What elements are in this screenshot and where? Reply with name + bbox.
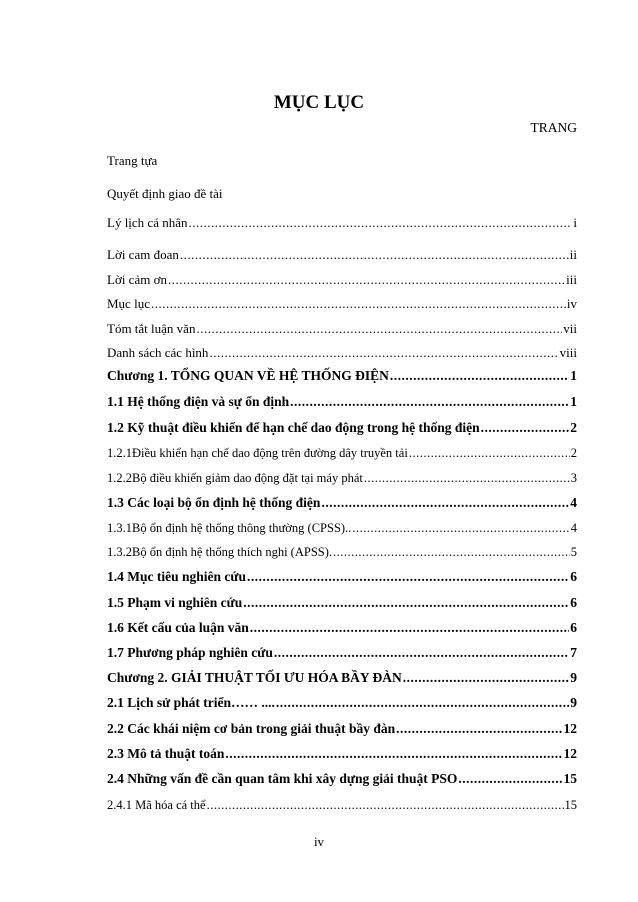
dot-leader	[247, 568, 569, 586]
toc-entry-label: Mục lục	[107, 296, 150, 311]
toc-entry-page: 12	[563, 721, 577, 736]
dot-leader	[321, 494, 569, 512]
toc-entry-subsection	[107, 519, 577, 537]
dot-leader	[352, 519, 569, 537]
toc-entry-subsection	[107, 796, 577, 814]
toc-entry-plain	[107, 152, 577, 170]
toc-entry-label: 1.7 Phương pháp nghiên cứu	[107, 645, 273, 660]
dot-leader	[364, 469, 570, 487]
toc-entry-label: Tóm tắt luận văn	[107, 321, 196, 336]
dot-leader	[290, 393, 569, 411]
toc-entry-page: 1	[570, 368, 577, 383]
toc-entry-page: 12	[563, 746, 577, 761]
toc-entry-label: 1.5 Phạm vi nghiên cứu	[107, 595, 243, 610]
toc-entry-label: 1.6 Kết cấu của luận văn	[107, 620, 249, 635]
toc-entry-page: i	[573, 215, 577, 230]
toc-entry-section	[107, 694, 577, 712]
toc-entry	[107, 320, 577, 338]
dot-leader	[481, 419, 570, 437]
toc-entry-label: Chương 1. TỔNG QUAN VỀ HỆ THỐNG ĐIỆN	[107, 368, 389, 383]
toc-entry	[107, 214, 577, 232]
toc-entry	[107, 246, 577, 264]
toc-entry-label: 1.3 Các loại bộ ổn định hệ thống điện	[107, 495, 321, 510]
dot-leader	[458, 770, 562, 788]
toc-entry-page: 4	[570, 521, 577, 535]
toc-entry-page: 2	[570, 446, 577, 460]
toc-entry-subsection	[107, 444, 577, 462]
toc-entry-label: 2.1 Lịch sử phát triển…… ....	[107, 695, 275, 710]
dot-leader	[274, 644, 569, 662]
dot-leader	[333, 543, 570, 561]
toc-entry-page: viii	[559, 345, 577, 360]
toc-entry-page: vii	[563, 321, 577, 336]
toc-entry-section	[107, 770, 577, 788]
toc-entry-subsection	[107, 469, 577, 487]
page-column-label: TRANG	[530, 120, 577, 135]
toc-entry-label: Quyết định giao đề tài	[107, 186, 223, 201]
toc-entry-section	[107, 494, 577, 512]
toc-entry-label: 2.2 Các khái niệm cơ bản trong giải thuật bầy đàn	[107, 721, 396, 736]
dot-leader	[250, 619, 569, 637]
toc-entry-label: Lời cảm ơn	[107, 272, 167, 287]
dot-leader	[180, 246, 569, 264]
toc-entry-page: 5	[570, 545, 577, 559]
toc-entry-page: iii	[566, 272, 577, 287]
toc-entry-page: iv	[566, 296, 577, 311]
toc-entry-section	[107, 619, 577, 637]
dot-leader	[409, 444, 570, 462]
toc-entry-page: 3	[570, 471, 577, 485]
toc-entry-label: 2.3 Mô tả thuật toán	[107, 746, 225, 761]
toc-entry-label: 1.4 Mục tiêu nghiên cứu	[107, 569, 246, 584]
toc-entry-page: 9	[570, 695, 577, 710]
page-title: MỤC LỤC	[273, 92, 365, 113]
toc-entry-label: 1.2.2Bộ điều khiển giảm dao động đặt tại máy phát	[107, 471, 363, 485]
toc-entry-page: ii	[569, 247, 577, 262]
toc-entry-chapter	[107, 669, 577, 687]
toc-entry-section	[107, 419, 577, 437]
dot-leader	[209, 344, 558, 362]
dot-leader	[189, 214, 573, 232]
toc-entry-section	[107, 393, 577, 411]
toc-entry-page: 6	[570, 569, 577, 584]
dot-leader	[225, 745, 562, 763]
toc-entry-label: 1.3.1Bộ ổn định hệ thống thông thường (CPSS)..	[107, 521, 352, 535]
toc-entry	[107, 295, 577, 313]
toc-entry-section	[107, 745, 577, 763]
toc-entry-page: 6	[570, 595, 577, 610]
toc-entry-label: Danh sách các hình	[107, 345, 209, 360]
dot-leader	[403, 669, 569, 687]
toc-entry-label: Trang tựa	[107, 153, 158, 168]
toc-entry-page: 9	[570, 670, 577, 685]
toc-entry-label: Chương 2. GIẢI THUẬT TỐI ƯU HÓA BẦY ĐÀN	[107, 670, 402, 685]
dot-leader	[276, 694, 569, 712]
toc-entry-section	[107, 568, 577, 586]
toc-entry-section	[107, 720, 577, 738]
toc-entry-subsection	[107, 543, 577, 561]
toc-entry-label: 1.2 Kỹ thuật điều khiển để hạn chế dao động trong hệ thống điện	[107, 420, 480, 435]
toc-entry-page: 4	[570, 495, 577, 510]
dot-leader	[390, 367, 569, 385]
toc-entry-label: 1.3.2Bộ ổn định hệ thống thích nghi (APSS).	[107, 545, 333, 559]
toc-entry	[107, 344, 577, 362]
toc-entry-section	[107, 644, 577, 662]
toc-entry-page: 6	[570, 620, 577, 635]
toc-entry-label: 1.2.1Điều khiển hạn chế dao động trên đường dây truyền tải	[107, 446, 408, 460]
toc-entry-page: 7	[570, 645, 577, 660]
toc-entry-label: Lời cam đoan	[107, 247, 179, 262]
toc-entry-label: 1.1 Hệ thống điện và sự ổn định	[107, 394, 290, 409]
dot-leader	[168, 271, 565, 289]
footer-page-number: iv	[313, 834, 325, 849]
dot-leader	[196, 320, 562, 338]
dot-leader	[243, 594, 569, 612]
toc-entry-section	[107, 594, 577, 612]
dot-leader	[207, 796, 564, 814]
toc-entry-page: 15	[563, 771, 577, 786]
toc-entry-plain	[107, 185, 577, 203]
toc-entry-page: 1	[570, 394, 577, 409]
toc-entry-label: 2.4.1 Mã hóa cá thể	[107, 798, 206, 812]
toc-entry-chapter	[107, 367, 577, 385]
dot-leader	[151, 295, 566, 313]
toc-entry-page: 2	[570, 420, 577, 435]
toc-entry-page: 15	[564, 798, 577, 812]
toc-entry-label: 2.4 Những vấn đề cần quan tâm khi xây dựng giải thuật PSO	[107, 771, 458, 786]
toc-entry	[107, 271, 577, 289]
dot-leader	[396, 720, 562, 738]
toc-entry-label: Lý lịch cá nhân	[107, 215, 188, 230]
